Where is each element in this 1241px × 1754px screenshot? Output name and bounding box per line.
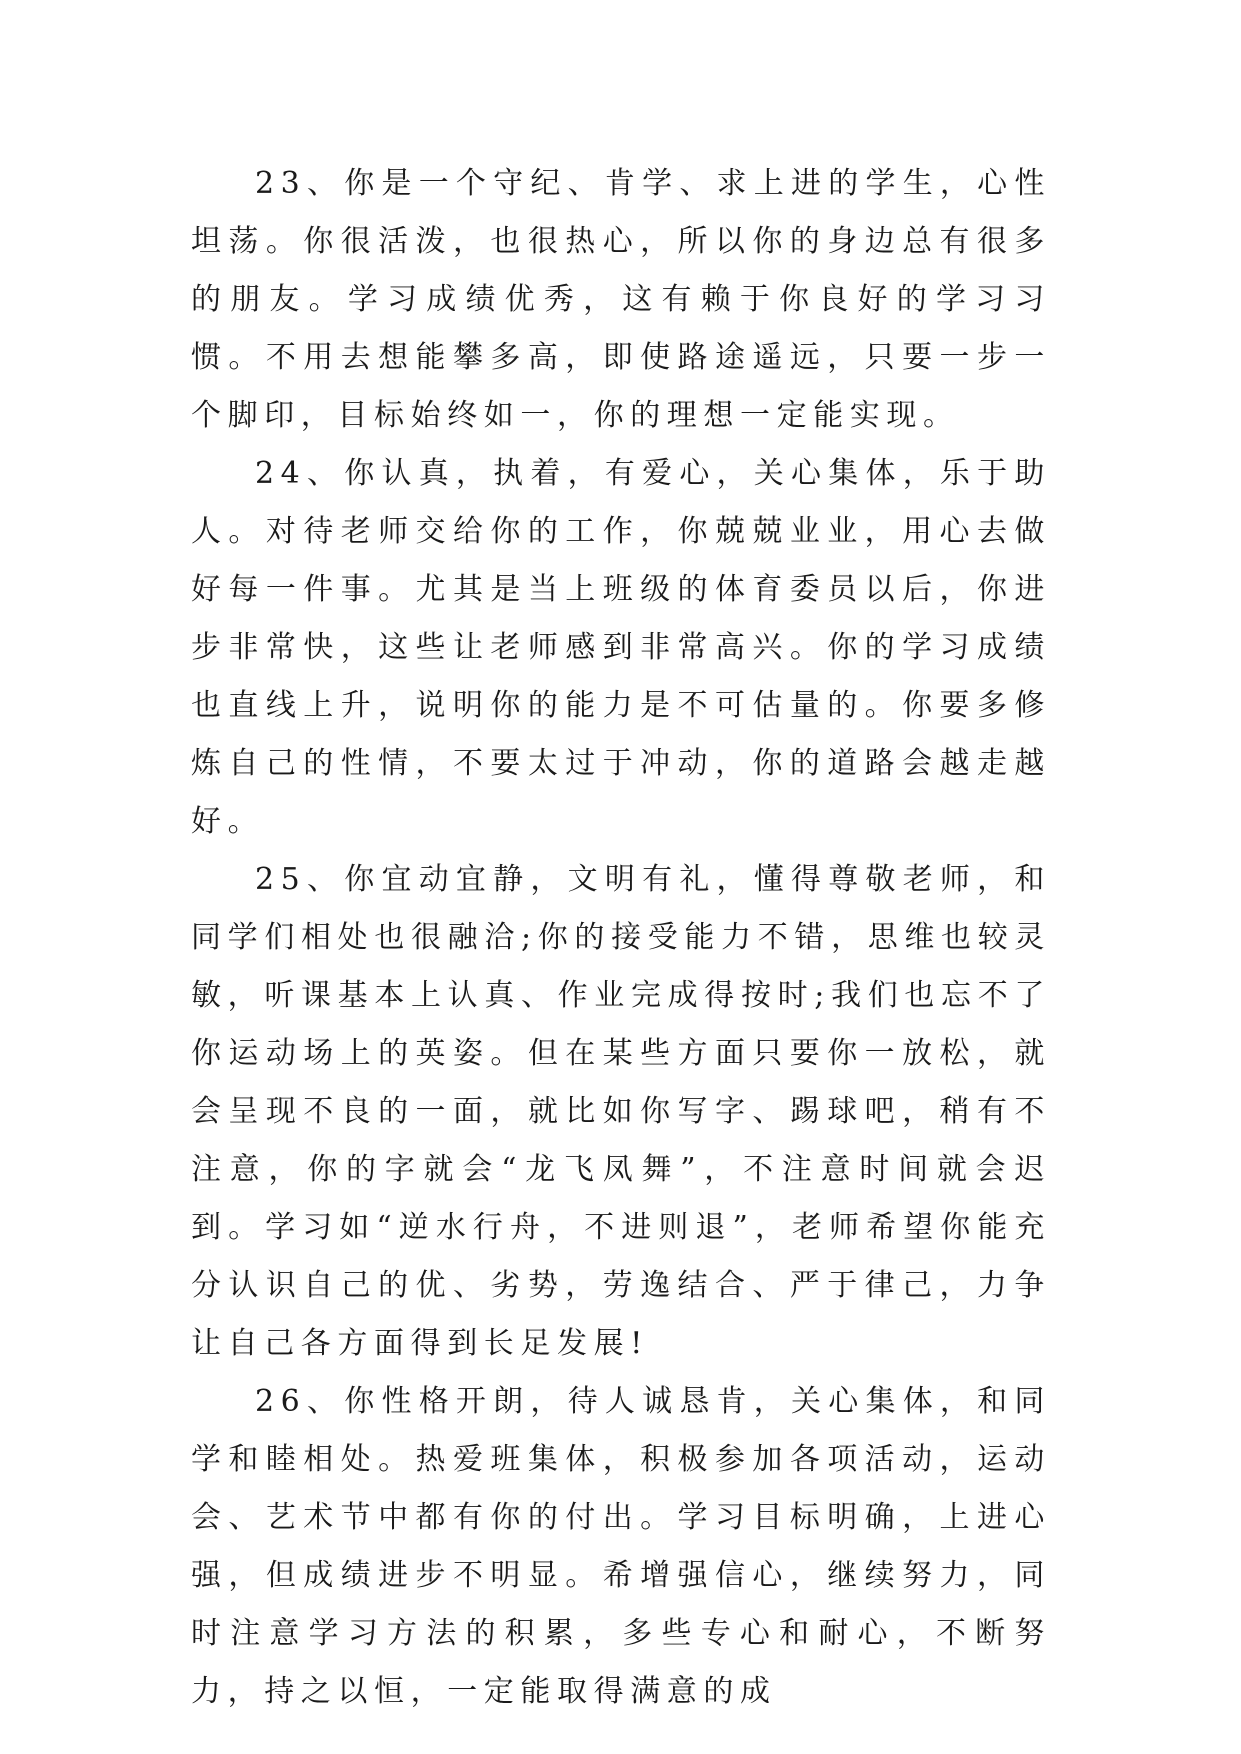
paragraph-24: 24、你认真，执着，有爱心，关心集体，乐于助人。对待老师交给你的工作，你兢兢业业，用心去做好每一件事。尤其是当上班级的体育委员以后，你进步非常快，这些让老师感到非常高兴。你的学习成绩也直线上升，说明你的能力是不可估量的。你要多修炼自己的性情，不要太过于冲动，你的道路会越走越好。 xyxy=(191,456,1051,839)
paragraph-23: 23、你是一个守纪、肯学、求上进的学生，心性坦荡。你很活泼，也很热心，所以你的身边总有很多的朋友。学习成绩优秀，这有赖于你良好的学习习惯。不用去想能攀多高，即使路途遥远，只要一步一个脚印，目标始终如一，你的理想一定能实现。 xyxy=(191,166,1051,433)
paragraph-26: 26、你性格开朗，待人诚恳肯，关心集体，和同学和睦相处。热爱班集体，积极参加各项活动，运动会、艺术节中都有你的付出。学习目标明确，上进心强，但成绩进步不明显。希增强信心，继续努力，同时注意学习方法的积累，多些专心和耐心，不断努力，持之以恒，一定能取得满意的成 xyxy=(191,1384,1051,1709)
paragraph-25: 25、你宜动宜静，文明有礼，懂得尊敬老师，和同学们相处也很融洽;你的接受能力不错，思维也较灵敏，听课基本上认真、作业完成得按时;我们也忘不了你运动场上的英姿。但在某些方面只要你一放松，就会呈现不良的一面，就比如你写字、踢球吧，稍有不注意，你的字就会“龙飞凤舞”，不注意时间就会迟到。学习如“逆水行舟，不进则退”，老师希望你能充分认识自己的优、劣势，劳逸结合、严于律己，力争让自己各方面得到长足发展! xyxy=(191,862,1051,1361)
document-body xyxy=(191,155,1051,1721)
